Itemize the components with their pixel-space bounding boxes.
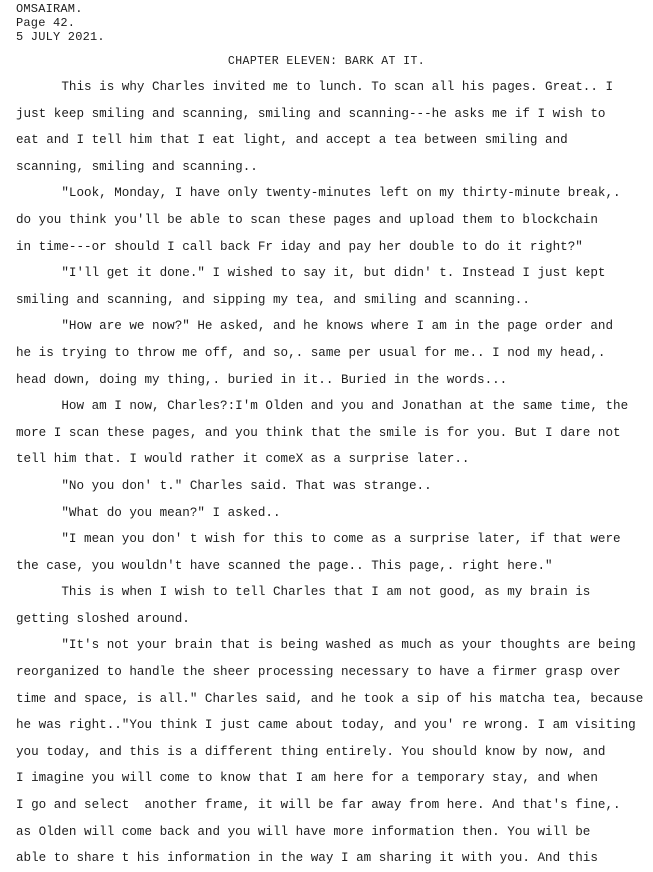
- text-line: scanning, smiling and scanning..: [16, 159, 258, 174]
- text-line: eat and I tell him that I eat light, and accept a tea between smiling and: [16, 133, 568, 148]
- text-line: "What do you mean?" I asked..: [16, 505, 281, 520]
- text-line: time and space, is all." Charles said, and he took a sip of his matcha tea, because: [16, 691, 644, 706]
- text-line: I imagine you will come to know that I am here for a temporary stay, and when: [16, 771, 598, 786]
- text-line: This is why Charles invited me to lunch. To scan all his pages. Great.. I: [16, 80, 614, 94]
- text-line: the case, you wouldn't have scanned the page.. This page,. right here.": [16, 558, 553, 573]
- text-line: smiling and scanning, and sipping my tea, and smiling and scanning..: [16, 292, 530, 307]
- text-line: as Olden will come back and you will have more information then. You will be: [16, 824, 591, 839]
- body-text: [16, 74, 649, 872]
- chapter-title: CHAPTER ELEVEN: BARK AT IT.: [227, 55, 426, 68]
- text-line: he was right.."You think I just came about today, and you' re wrong. I am visiting: [16, 718, 636, 733]
- text-line: "I mean you don' t wish for this to come as a surprise later, if that were: [16, 532, 621, 547]
- text-line: How am I now, Charles?:I'm Olden and you and Jonathan at the same time, the: [16, 399, 629, 414]
- text-line: more I scan these pages, and you think that the smile is for you. But I dare not: [16, 425, 621, 440]
- text-line: head down, doing my thing,. buried in it.. Buried in the words...: [16, 372, 508, 387]
- header-line-1: OMSAIRAM.: [16, 2, 83, 16]
- header-date: 5 JULY 2021.: [16, 30, 105, 44]
- text-line: This is when I wish to tell Charles that I am not good, as my brain is: [16, 585, 591, 600]
- header-page-number: Page 42.: [16, 16, 76, 30]
- text-line: in time---or should I call back Fr iday and pay her double to do it right?": [16, 239, 583, 254]
- text-line: "It's not your brain that is being washed as much as your thoughts are being: [16, 638, 636, 653]
- text-line: getting sloshed around.: [16, 611, 190, 626]
- text-line: "Look, Monday, I have only twenty-minutes left on my thirty-minute break,.: [16, 186, 621, 201]
- text-line: do you think you'll be able to scan these pages and upload them to blockchain: [16, 212, 598, 227]
- text-line: just keep smiling and scanning, smiling and scanning---he asks me if I wish to: [16, 106, 606, 121]
- text-line: reorganized to handle the sheer processing necessary to have a firmer grasp over: [16, 665, 621, 680]
- page-header: [16, 2, 105, 44]
- text-line: "No you don' t." Charles said. That was strange..: [16, 478, 432, 493]
- text-line: able to share t his information in the way I am sharing it with you. And this: [16, 851, 598, 866]
- text-line: you today, and this is a different thing entirely. You should know by now, and: [16, 744, 606, 759]
- text-line: "How are we now?" He asked, and he knows where I am in the page order and: [16, 319, 614, 334]
- text-line: "I'll get it done." I wished to say it, but didn' t. Instead I just kept: [16, 266, 606, 281]
- text-line: he is trying to throw me off, and so,. same per usual for me.. I nod my head,.: [16, 345, 606, 360]
- text-line: I go and select another frame, it will be far away from here. And that's fine,.: [16, 798, 621, 813]
- text-line: tell him that. I would rather it comeX as a surprise later..: [16, 452, 470, 467]
